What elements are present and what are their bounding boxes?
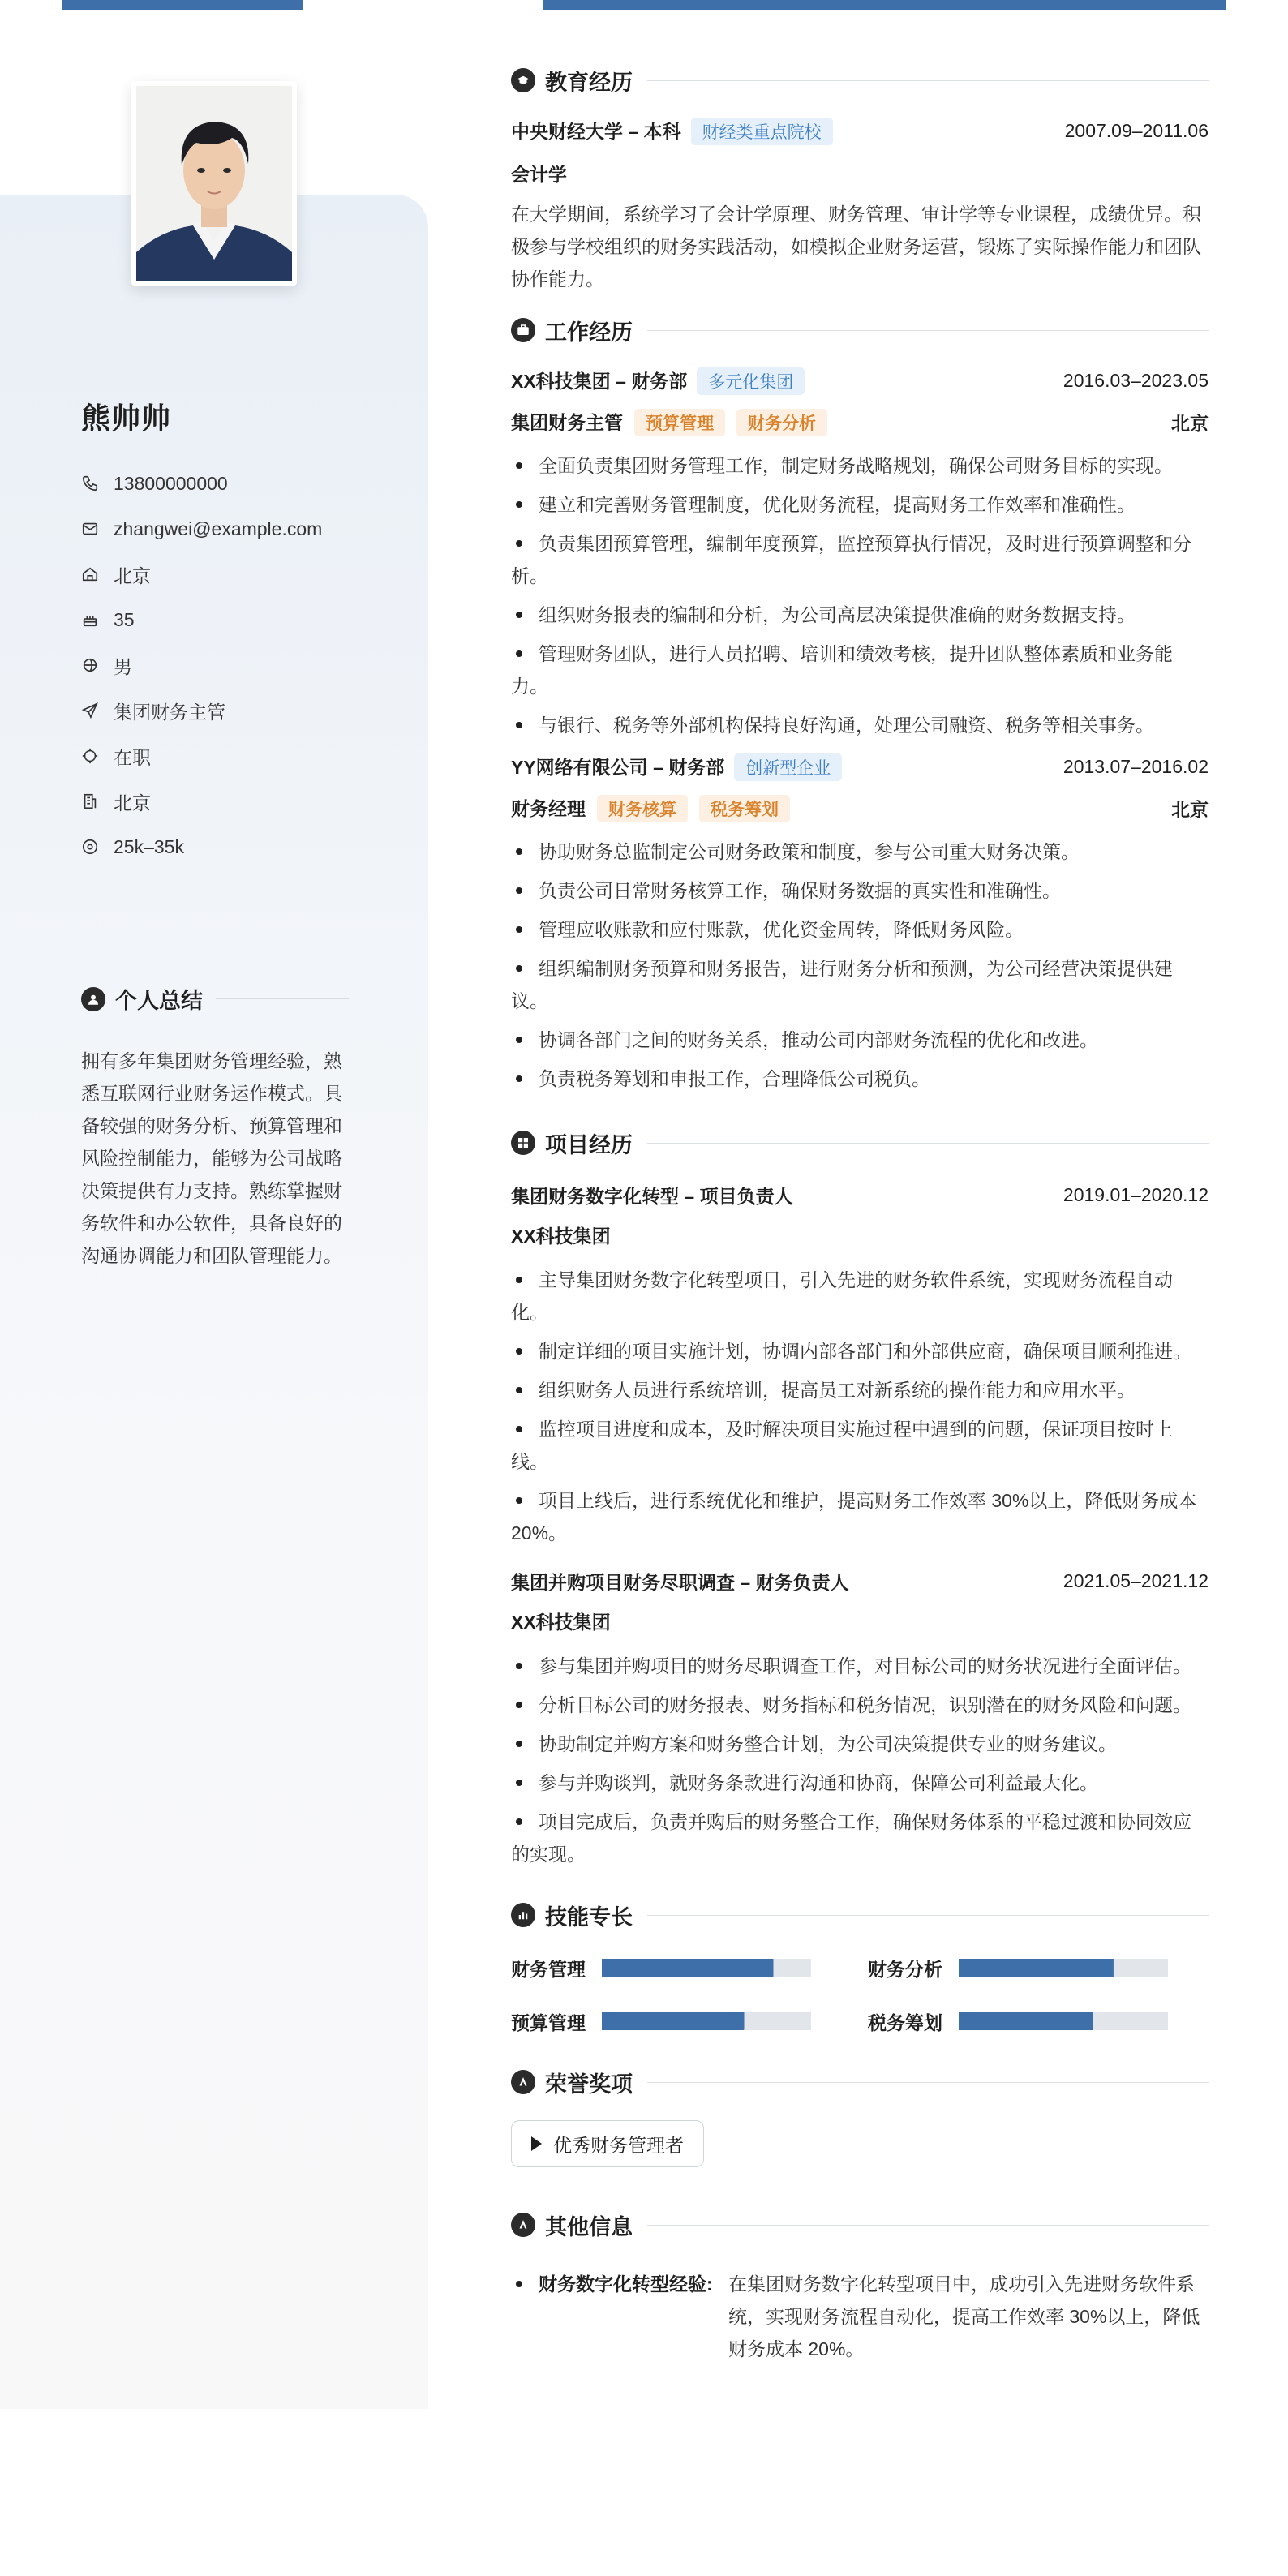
job-header-row (511, 748, 1209, 785)
list-item: 分析目标公司的财务报表、财务指标和税务情况，识别潜在的财务风险和问题。 (511, 1689, 1209, 1721)
play-icon (531, 2136, 542, 2151)
list-item: 管理财务团队，进行人员招聘、培训和绩效考核，提升团队整体素质和业务能力。 (511, 638, 1209, 702)
info-gender (81, 642, 322, 688)
contact-info-list (81, 461, 322, 869)
list-item: 负责公司日常财务核算工作，确保财务数据的真实性和准确性。 (511, 874, 1209, 907)
list-item: 管理应收账款和应付账款，优化资金周转，降低财务风险。 (511, 913, 1209, 946)
info-phone (81, 461, 322, 506)
project-entry (511, 1562, 1209, 1870)
project-name: 集团财务数字化转型 – 项目负责人 (511, 1185, 793, 1207)
list-item: 组织财务报表的编制和分析，为公司高层决策提供准确的财务数据支持。 (511, 599, 1209, 631)
awards-title: 荣誉奖项 (545, 2072, 633, 2097)
cake-icon (81, 611, 99, 629)
award-item[interactable] (511, 2120, 704, 2167)
summary-section-header (81, 983, 349, 1015)
list-item: 组织编制财务预算和财务报告，进行财务分析和预测，为公司经营决策提供建议。 (511, 952, 1209, 1017)
job-entry (511, 748, 1209, 1095)
skill-bar-fill (602, 2012, 744, 2030)
skill-tag: 财务核算 (597, 795, 688, 822)
other-value: 在集团财务数字化转型项目中，成功引入先进财务软件系统，实现财务流程自动化，提高工作效率 30%以上，降低财务成本 20%。 (728, 2273, 1200, 2359)
info-age (81, 597, 322, 642)
info-email (81, 506, 322, 552)
job-date: 2016.03–2023.05 (1063, 369, 1209, 391)
grid-icon (511, 1131, 535, 1155)
education-title: 教育经历 (545, 70, 633, 95)
work-title: 工作经历 (545, 320, 633, 345)
info-location (81, 552, 322, 597)
awards-list (511, 2120, 1209, 2167)
job-company: XX科技集团 – 财务部 (511, 370, 688, 392)
job-role-row (511, 785, 1209, 831)
project-header-row (511, 1562, 1209, 1599)
top-accent-bar-right (543, 0, 1226, 10)
salary-value: 25k–35k (114, 835, 184, 857)
other-title: 其他信息 (545, 2214, 633, 2239)
location-value: 北京 (114, 565, 151, 586)
list-item: 参与并购谈判，就财务条款进行沟通和协商，保障公司利益最大化。 (511, 1767, 1209, 1799)
skill-bar (602, 2012, 811, 2030)
award-label: 优秀财务管理者 (553, 2134, 684, 2156)
award-icon (511, 2070, 535, 2094)
education-header-row (511, 112, 1209, 149)
list-item: 与银行、税务等外部机构保持良好沟通，处理公司融资、税务等相关事务。 (511, 709, 1209, 741)
skill-tag: 财务分析 (736, 409, 827, 436)
list-item: 协调各部门之间的财务关系，推动公司内部财务流程的优化和改进。 (511, 1024, 1209, 1056)
skill-bar (602, 1959, 811, 1977)
list-item: 建立和完善财务管理制度，优化财务流程，提高财务工作效率和准确性。 (511, 488, 1209, 521)
skill-item (868, 2002, 1192, 2041)
job-city: 北京 (1171, 412, 1209, 434)
skill-tag: 税务筹划 (699, 795, 790, 822)
graduation-cap-icon (511, 68, 535, 92)
list-item: 负责税务筹划和申报工作，合理降低公司税负。 (511, 1063, 1209, 1095)
list-item: 项目上线后，进行系统优化和维护，提高财务工作效率 30%以上，降低财务成本 20%。 (511, 1484, 1209, 1549)
project-bullets (511, 1264, 1209, 1549)
top-accent-bar-left (62, 0, 303, 10)
major: 会计学 (511, 164, 567, 185)
divider (647, 2082, 1209, 2083)
project-header-row (511, 1176, 1209, 1213)
project-section-header (511, 1121, 1209, 1165)
chart-icon (511, 1903, 535, 1927)
list-item: 协助制定并购方案和财务整合计划，为公司决策提供专业的财务建议。 (511, 1728, 1209, 1760)
skill-bar (959, 1959, 1168, 1977)
project-title: 项目经历 (545, 1132, 633, 1157)
list-item: 全面负责集团财务管理工作，制定财务战略规划，确保公司财务目标的实现。 (511, 449, 1209, 482)
education-section-header (511, 58, 1209, 102)
skill-label: 预算管理 (511, 2011, 586, 2033)
project-company: XX科技集团 (511, 1226, 611, 1247)
job-role: 集团财务主管 (511, 411, 623, 433)
list-item: 组织财务人员进行系统培训，提高员工对新系统的操作能力和应用水平。 (511, 1374, 1209, 1406)
divider (647, 2225, 1209, 2226)
phone-icon (81, 474, 99, 492)
list-item: 主导集团财务数字化转型项目，引入先进的财务软件系统，实现财务流程自动化。 (511, 1264, 1209, 1329)
status-value: 在职 (114, 746, 151, 768)
skill-item (511, 2002, 868, 2041)
skills-grid (511, 1948, 1209, 2041)
job-role-row (511, 399, 1209, 444)
project-date: 2019.01–2020.12 (1063, 1183, 1209, 1205)
job-role: 财务经理 (511, 797, 586, 819)
job-bullets (511, 835, 1209, 1095)
divider (647, 1143, 1209, 1144)
skill-label: 财务管理 (511, 1958, 586, 1980)
briefcase-icon (511, 318, 535, 342)
info-icon (511, 2213, 535, 2237)
project-name: 集团并购项目财务尽职调查 – 财务负责人 (511, 1571, 849, 1593)
mail-icon (81, 520, 99, 538)
avatar (136, 86, 292, 281)
divider (647, 330, 1209, 331)
list-item: 项目完成后，负责并购后的财务整合工作，确保财务体系的平稳过渡和协同效应的实现。 (511, 1805, 1209, 1870)
list-item: 参与集团并购项目的财务尽职调查工作，对目标公司的财务状况进行全面评估。 (511, 1650, 1209, 1682)
skill-bar (959, 2012, 1168, 2030)
job-entry (511, 362, 1209, 741)
job-date: 2013.07–2016.02 (1063, 755, 1209, 777)
skill-label: 财务分析 (868, 1958, 942, 1980)
skill-item (868, 1948, 1192, 1987)
job-city: 北京 (1171, 798, 1209, 820)
job-bullets (511, 449, 1209, 741)
awards-section-header (511, 2060, 1209, 2104)
status-icon (81, 747, 99, 765)
project-bullets (511, 1650, 1209, 1870)
school-tag: 财经类重点院校 (691, 118, 833, 145)
divider (216, 998, 349, 999)
info-salary (81, 824, 322, 869)
skill-bar-fill (959, 2012, 1093, 2030)
summary-title: 个人总结 (115, 989, 203, 1013)
building-icon (81, 792, 99, 810)
project-date: 2021.05–2021.12 (1063, 1569, 1209, 1591)
divider (647, 80, 1209, 81)
skill-item (511, 1948, 868, 1987)
job-header-row (511, 362, 1209, 399)
email-value: zhangwei@example.com (114, 517, 323, 539)
project-company: XX科技集团 (511, 1612, 611, 1633)
user-icon (81, 987, 105, 1011)
info-target-city (81, 779, 322, 824)
list-item: 负责集团预算管理，编制年度预算，监控预算执行情况，及时进行预算调整和分析。 (511, 527, 1209, 592)
info-status (81, 733, 322, 779)
other-item (511, 2268, 1209, 2365)
summary-text: 拥有多年集团财务管理经验，熟悉互联网行业财务运作模式。具备较强的财务分析、预算管理和风险控制能力，能够为公司战略决策提供有力支持。熟练掌握财务软件和办公软件，具备良好的沟通协调能力和团队管理能力。 (81, 1050, 342, 1266)
target-city-value: 北京 (114, 792, 151, 814)
list-item: 监控项目进度和成本，及时解决项目实施过程中遇到的问题，保证项目按时上线。 (511, 1413, 1209, 1478)
candidate-name: 熊帅帅 (81, 401, 172, 435)
skills-section-header (511, 1893, 1209, 1937)
home-icon (81, 565, 99, 583)
other-key: 财务数字化转型经验: (511, 2268, 728, 2365)
work-section-header (511, 308, 1209, 352)
skill-bar-fill (959, 1959, 1114, 1977)
profile-photo (131, 81, 297, 286)
info-position (81, 688, 322, 733)
job-company: YY网络有限公司 – 财务部 (511, 756, 725, 778)
skill-label: 税务筹划 (868, 2011, 942, 2033)
other-section-header (511, 2203, 1209, 2247)
portrait-illustration (136, 86, 292, 281)
list-item: 协助财务总监制定公司财务政策和制度，参与公司重大财务决策。 (511, 835, 1209, 868)
list-item: 制定详细的项目实施计划，协调内部各部门和外部供应商，确保项目顺利推进。 (511, 1335, 1209, 1367)
company-tag: 多元化集团 (697, 367, 805, 395)
phone-value: 13800000000 (114, 472, 228, 494)
company-tag: 创新型企业 (734, 753, 842, 781)
education-date: 2007.09–2011.06 (1064, 119, 1209, 141)
project-entry (511, 1176, 1209, 1549)
coin-icon (81, 838, 99, 856)
divider (647, 1915, 1209, 1916)
education-desc: 在大学期间，系统学习了会计学原理、财务管理、审计学等专业课程，成绩优异。积极参与学校组织的财务实践活动，如模拟企业财务运营，锻炼了实际操作能力和团队协作能力。 (511, 204, 1201, 290)
position-value: 集团财务主管 (114, 701, 225, 723)
age-value: 35 (114, 608, 135, 630)
skill-tag: 预算管理 (634, 409, 725, 436)
skills-title: 技能专长 (545, 1904, 633, 1930)
school-name: 中央财经大学 – 本科 (511, 120, 681, 142)
gender-value: 男 (114, 655, 132, 677)
send-icon (81, 702, 99, 719)
main-content (511, 58, 1209, 2365)
skill-bar-fill (602, 1959, 774, 1977)
gender-icon (81, 656, 99, 674)
